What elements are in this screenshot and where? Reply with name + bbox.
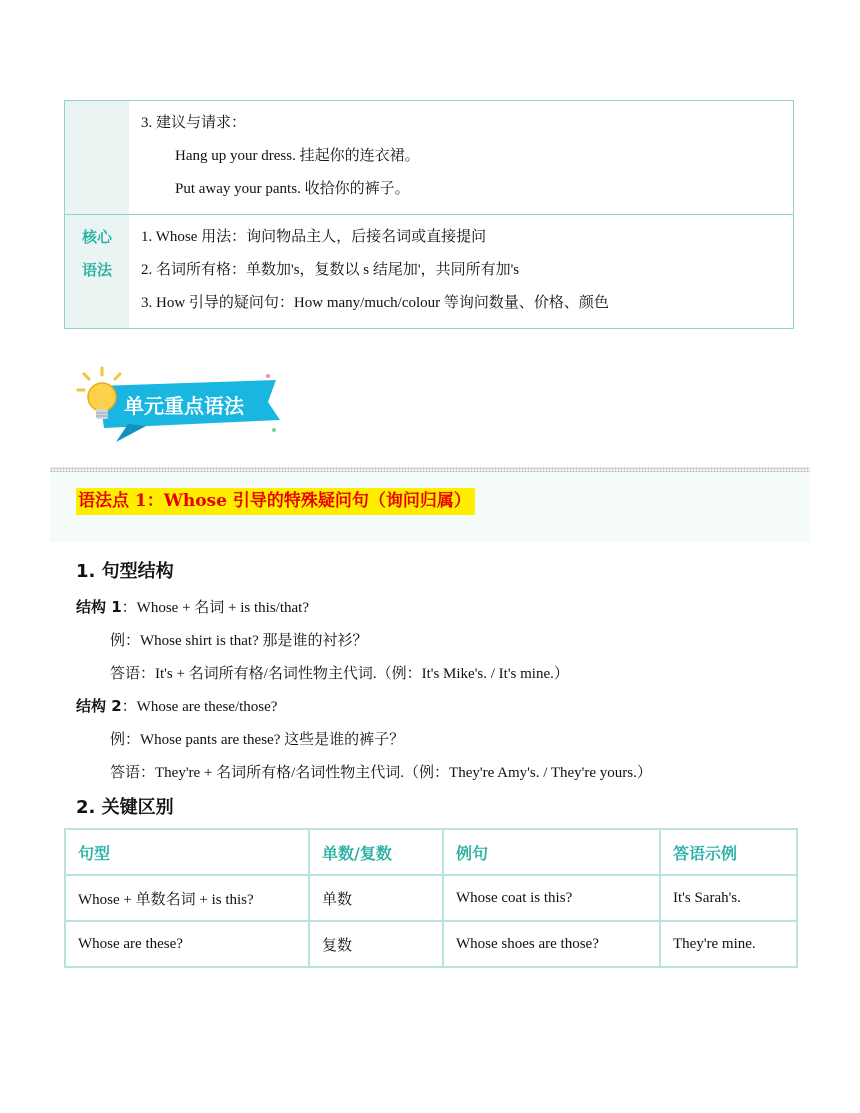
structure-2-lead: 结构 2 [76, 697, 122, 715]
summary-table [64, 100, 794, 329]
content-line: Hang up your dress. 挂起你的连衣裙。 [175, 148, 420, 164]
content-line: 3. How 引导的疑问句：How many/much/colour 等询问数量、价格、颜色 [141, 295, 609, 311]
content-line: 2. 名词所有格：单数加's，复数以 s 结尾加'，共同所有加's [141, 262, 520, 278]
table-cell: 单数 [309, 875, 443, 921]
section-heading-structure: 1. 句型结构 [76, 561, 174, 582]
heading-part-1: 核心 [81, 228, 112, 246]
summary-row-heading [65, 215, 129, 328]
section-heading-difference: 2. 关键区别 [76, 797, 174, 818]
table-cell: Whose coat is this? [443, 875, 660, 921]
content-line: 1. Whose 用法：询问物品主人，后接名词或直接提问 [141, 229, 487, 245]
table-cell: Whose are these? [65, 921, 309, 967]
example-2: 例：Whose pants are these? 这些是谁的裤子？ [110, 732, 405, 748]
heading-part-2: 语法 [81, 261, 112, 279]
structure-2-line [76, 695, 277, 716]
answer-1: 答语：It's + 名词所有格/名词性物主代词.（例：It's Mike's. / It's mine.） [110, 666, 569, 682]
summary-row-content [129, 101, 793, 214]
structure-2-text: ：Whose are these/those? [121, 699, 278, 715]
example-1: 例：Whose shirt is that? 那是谁的衬衫？ [110, 633, 368, 649]
section-banner [76, 364, 282, 446]
table-row [65, 921, 797, 967]
table-row [65, 875, 797, 921]
summary-row-suggestions [65, 101, 793, 215]
content-line: Put away your pants. 收拾你的裤子。 [175, 181, 410, 197]
header-cell: 答语示例 [660, 829, 797, 875]
summary-row-content [129, 215, 793, 328]
grammar-point-title: 语法点 1：Whose 引导的特殊疑问句（询问归属） [76, 488, 475, 515]
structure-1-line [76, 596, 309, 617]
banner-graphic [76, 364, 282, 446]
answer-2: 答语：They're + 名词所有格/名词性物主代词.（例：They're Amy's. / They're yours.） [110, 765, 652, 781]
header-cell: 句型 [65, 829, 309, 875]
summary-row-heading [65, 101, 129, 214]
table-cell: It's Sarah's. [660, 875, 797, 921]
table-cell: 复数 [309, 921, 443, 967]
table-cell: Whose + 单数名词 + is this? [65, 875, 309, 921]
table-cell: Whose shoes are those? [443, 921, 660, 967]
summary-row-core-grammar [65, 215, 793, 328]
content-line: 3. 建议与请求： [141, 115, 247, 131]
header-cell: 单数/复数 [309, 829, 443, 875]
structure-1-lead: 结构 1 [76, 598, 122, 616]
structure-1-text: ：Whose + 名词 + is this/that? [121, 600, 309, 616]
table-header-row [65, 829, 797, 875]
comparison-table [64, 828, 798, 968]
table-cell: They're mine. [660, 921, 797, 967]
header-cell: 例句 [443, 829, 660, 875]
banner-text: 单元重点语法 [124, 394, 244, 418]
